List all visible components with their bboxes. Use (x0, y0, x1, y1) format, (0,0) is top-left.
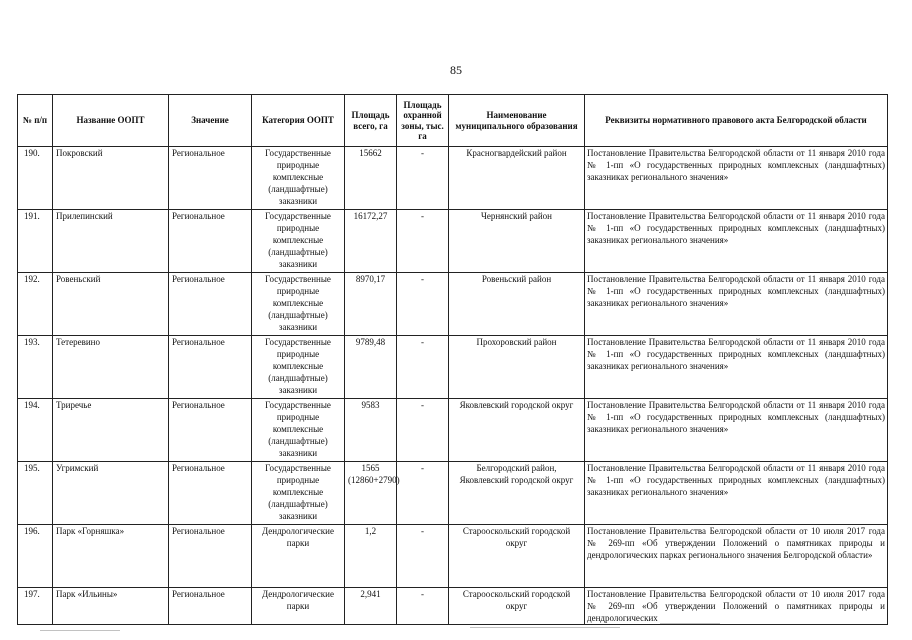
cell-buffer-zone: - (397, 147, 449, 210)
cell-area: 9789,48 (345, 336, 397, 399)
cell-significance: Региональное (169, 147, 252, 210)
scan-artifact-line (470, 627, 620, 628)
cell-num: 193. (18, 336, 53, 399)
header-num: № п/п (18, 95, 53, 147)
cell-name: Прилепинский (53, 210, 169, 273)
cell-municipality: Чернянский район (449, 210, 585, 273)
header-category: Категория ООПТ (252, 95, 345, 147)
cell-category: Государственные природные комплексные (ландшафтные) заказники (252, 336, 345, 399)
cell-significance: Региональное (169, 462, 252, 525)
table-row (18, 210, 888, 273)
header-significance: Значение (169, 95, 252, 147)
scan-artifact-line (40, 630, 120, 631)
cell-legal-act: Постановление Правительства Белгородской области от 11 января 2010 года № 1-пп «О государственных природных комплексных (ландшафтных) заказниках регионального значения» (585, 336, 888, 399)
cell-buffer-zone: - (397, 273, 449, 336)
cell-significance: Региональное (169, 273, 252, 336)
cell-category: Государственные природные комплексные (ландшафтные) заказники (252, 462, 345, 525)
cell-municipality: Прохоровский район (449, 336, 585, 399)
cell-category: Дендрологические парки (252, 588, 345, 625)
cell-buffer-zone: - (397, 399, 449, 462)
cell-name: Тетеревино (53, 336, 169, 399)
cell-significance: Региональное (169, 336, 252, 399)
protected-areas-table (17, 94, 888, 625)
cell-buffer-zone: - (397, 210, 449, 273)
header-legal-act: Реквизиты нормативного правового акта Белгородской области (585, 95, 888, 147)
cell-area: 1,2 (345, 525, 397, 588)
header-buffer-zone: Площадь охранной зоны, тыс. га (397, 95, 449, 147)
header-name: Название ООПТ (53, 95, 169, 147)
table-row (18, 273, 888, 336)
cell-num: 190. (18, 147, 53, 210)
cell-area: 9583 (345, 399, 397, 462)
cell-name: Ровеньский (53, 273, 169, 336)
table-row (18, 462, 888, 525)
cell-buffer-zone: - (397, 336, 449, 399)
cell-significance: Региональное (169, 210, 252, 273)
cell-legal-act: Постановление Правительства Белгородской области от 11 января 2010 года № 1-пп «О государственных природных комплексных (ландшафтных) заказниках регионального значения» (585, 273, 888, 336)
table-row (18, 588, 888, 625)
cell-buffer-zone: - (397, 525, 449, 588)
cell-municipality: Белгородский район, Яковлевский городской округ (449, 462, 585, 525)
cell-category: Государственные природные комплексные (ландшафтные) заказники (252, 210, 345, 273)
cell-buffer-zone: - (397, 588, 449, 625)
cell-significance: Региональное (169, 525, 252, 588)
cell-category: Государственные природные комплексные (ландшафтные) заказники (252, 147, 345, 210)
cell-area: 2,941 (345, 588, 397, 625)
cell-legal-act: Постановление Правительства Белгородской области от 11 января 2010 года № 1-пп «О государственных природных комплексных (ландшафтных) заказниках регионального значения» (585, 399, 888, 462)
scan-artifact-line (660, 623, 720, 624)
header-area: Площадь всего, га (345, 95, 397, 147)
table-row (18, 336, 888, 399)
cell-name: Парк «Горняшка» (53, 525, 169, 588)
table-header-row (18, 95, 888, 147)
cell-area: 1565 (12860+2790) (345, 462, 397, 525)
table-row (18, 525, 888, 588)
cell-name: Парк «Ильины» (53, 588, 169, 625)
cell-legal-act: Постановление Правительства Белгородской области от 11 января 2010 года № 1-пп «О государственных природных комплексных (ландшафтных) заказниках регионального значения» (585, 147, 888, 210)
cell-category: Государственные природные комплексные (ландшафтные) заказники (252, 273, 345, 336)
cell-name: Угримский (53, 462, 169, 525)
cell-legal-act: Постановление Правительства Белгородской области от 11 января 2010 года № 1-пп «О государственных природных комплексных (ландшафтных) заказниках регионального значения» (585, 462, 888, 525)
cell-num: 195. (18, 462, 53, 525)
table-row (18, 147, 888, 210)
cell-area: 16172,27 (345, 210, 397, 273)
cell-significance: Региональное (169, 399, 252, 462)
cell-significance: Региональное (169, 588, 252, 625)
cell-num: 196. (18, 525, 53, 588)
cell-municipality: Ровеньский район (449, 273, 585, 336)
cell-num: 197. (18, 588, 53, 625)
cell-municipality: Старооскольский городской округ (449, 525, 585, 588)
cell-legal-act: Постановление Правительства Белгородской области от 10 июля 2017 года № 269-пп «Об утверждении Положений о памятниках природы и дендрологических (585, 588, 888, 625)
table-row (18, 399, 888, 462)
cell-category: Дендрологические парки (252, 525, 345, 588)
cell-num: 191. (18, 210, 53, 273)
cell-legal-act: Постановление Правительства Белгородской области от 11 января 2010 года № 1-пп «О государственных природных комплексных (ландшафтных) заказниках регионального значения» (585, 210, 888, 273)
cell-area: 8970,17 (345, 273, 397, 336)
cell-municipality: Яковлевский городской округ (449, 399, 585, 462)
cell-name: Покровский (53, 147, 169, 210)
cell-name: Триречье (53, 399, 169, 462)
cell-municipality: Старооскольский городской округ (449, 588, 585, 625)
cell-num: 192. (18, 273, 53, 336)
page-number: 85 (450, 63, 462, 77)
cell-buffer-zone: - (397, 462, 449, 525)
header-municipality: Наименование муниципального образования (449, 95, 585, 147)
cell-legal-act: Постановление Правительства Белгородской области от 10 июля 2017 года № 269-пп «Об утверждении Положений о памятниках природы и дендрологических парках регионального значения Белгородской области» (585, 525, 888, 588)
cell-category: Государственные природные комплексные (ландшафтные) заказники (252, 399, 345, 462)
cell-municipality: Красногвардейский район (449, 147, 585, 210)
cell-num: 194. (18, 399, 53, 462)
cell-area: 15662 (345, 147, 397, 210)
